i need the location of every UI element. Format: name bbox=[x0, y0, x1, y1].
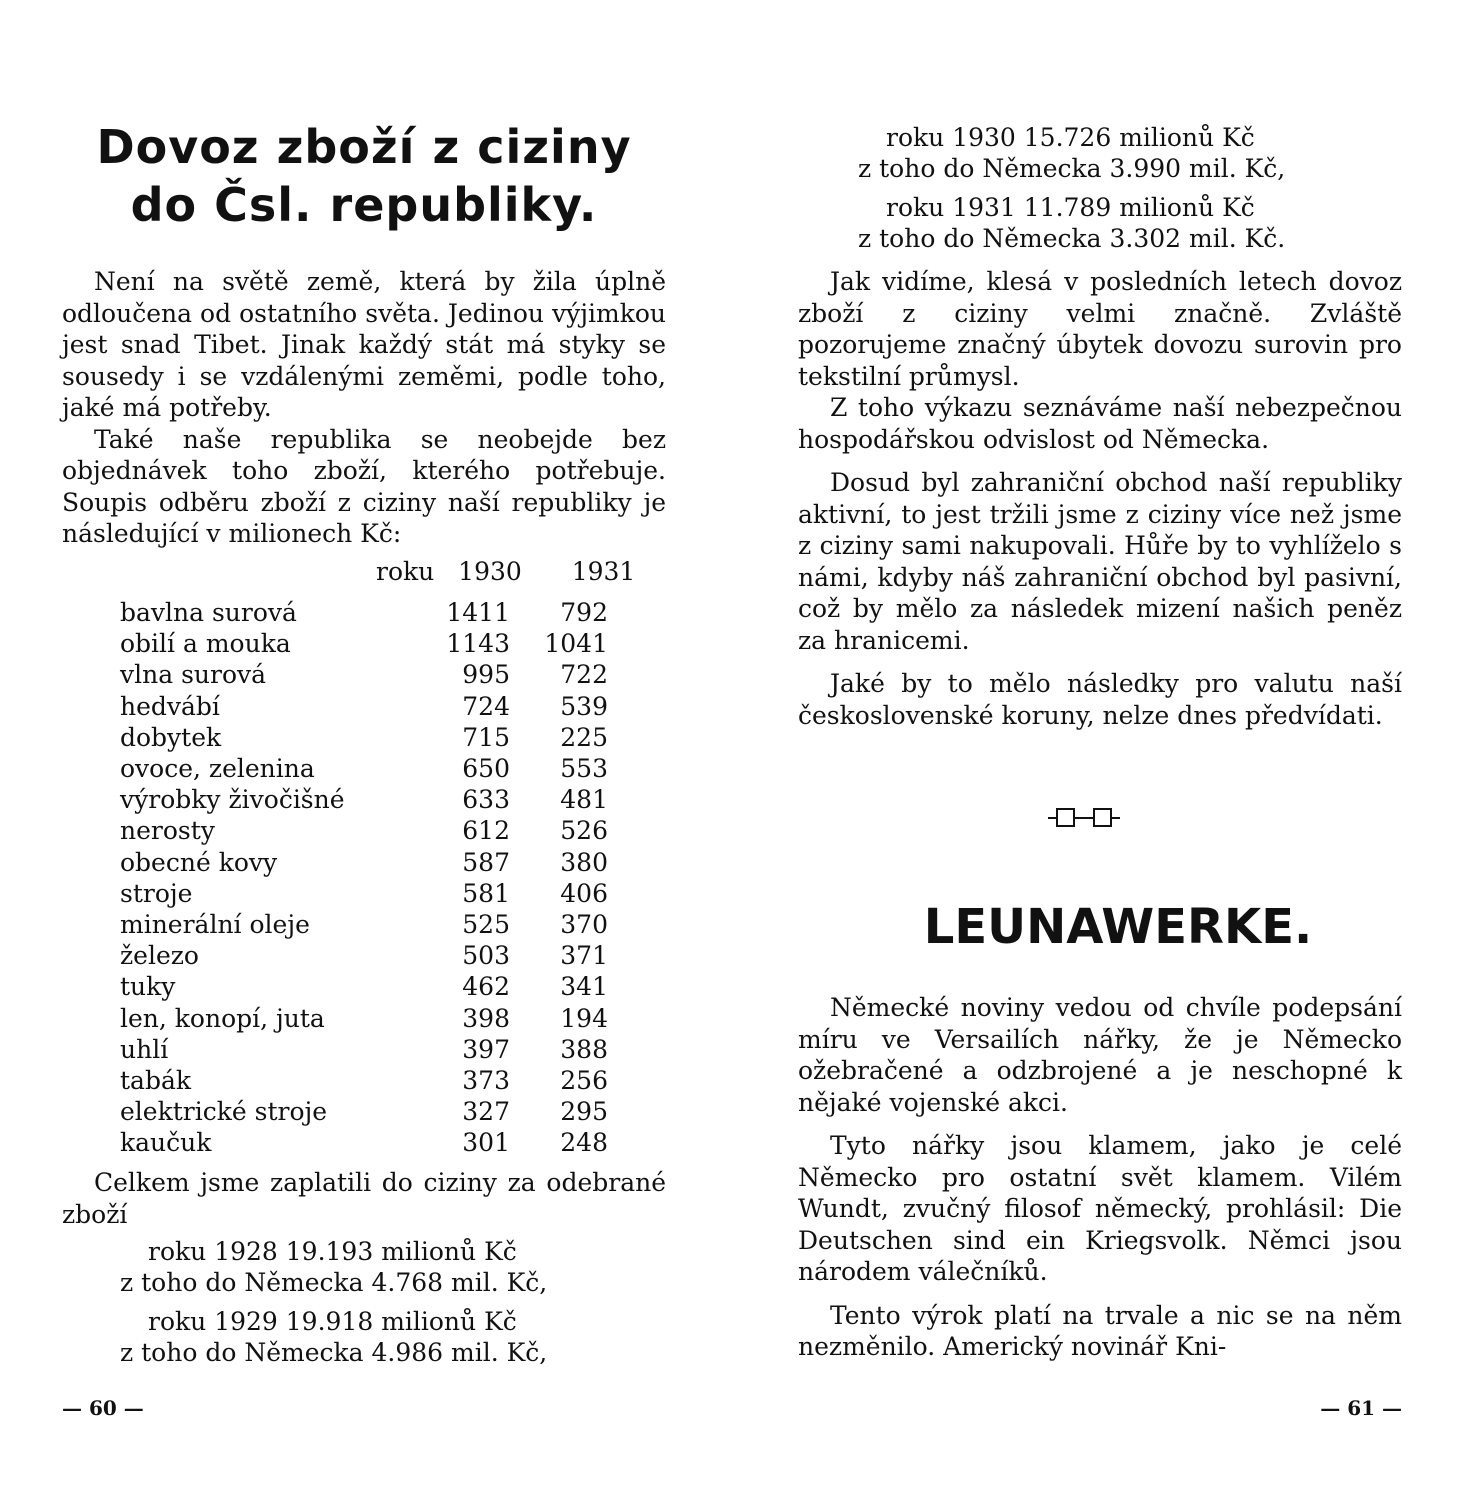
paragraph: Jaké by to mělo následky pro valutu naší československé koruny, nelze dnes předvídati. bbox=[798, 669, 1402, 730]
commodity-name: len, konopí, juta bbox=[120, 1003, 325, 1033]
value-1930: 650 bbox=[462, 754, 510, 784]
commodity-name: obecné kovy bbox=[120, 847, 278, 877]
table-row bbox=[62, 722, 608, 753]
commodity-name: tabák bbox=[120, 1066, 192, 1096]
value-1930: 581 bbox=[462, 878, 510, 908]
value-1931: 295 bbox=[560, 1097, 608, 1127]
table-header bbox=[376, 556, 635, 587]
commodity-name: kaučuk bbox=[120, 1128, 212, 1158]
value-1931: 370 bbox=[560, 910, 608, 940]
ornament-divider-icon bbox=[1048, 806, 1148, 830]
left-page bbox=[62, 0, 666, 1501]
table-row bbox=[62, 909, 608, 940]
paragraph: Z toho výkazu seznáváme naší nebezpečnou hospodářskou odvislost od Německa. bbox=[798, 393, 1402, 454]
page-number: — 61 — bbox=[1320, 1396, 1402, 1420]
value-1930: 612 bbox=[462, 816, 510, 846]
total-line: z toho do Německa 3.990 mil. Kč, bbox=[858, 154, 1286, 183]
value-1931: 526 bbox=[560, 816, 608, 846]
table-row bbox=[62, 1003, 608, 1034]
total-line: roku 1928 19.193 milionů Kč bbox=[148, 1237, 517, 1266]
table-row bbox=[62, 1096, 608, 1127]
commodity-name: železo bbox=[120, 941, 199, 971]
commodity-name: elektrické stroje bbox=[120, 1097, 328, 1127]
value-1931: 225 bbox=[560, 722, 608, 752]
value-1931: 553 bbox=[560, 754, 608, 784]
value-1931: 792 bbox=[560, 598, 608, 627]
table-header-year-1930: 1930 bbox=[458, 557, 522, 586]
table-row bbox=[62, 971, 608, 1002]
intro-text bbox=[62, 266, 666, 550]
goods-table bbox=[62, 597, 608, 1159]
value-1930: 995 bbox=[462, 660, 510, 690]
total-line: roku 1931 11.789 milionů Kč bbox=[886, 193, 1255, 222]
total-line: z toho do Německa 3.302 mil. Kč. bbox=[858, 224, 1286, 253]
commodity-name: ovoce, zelenina bbox=[120, 754, 315, 784]
value-1931: 481 bbox=[560, 785, 608, 815]
value-1930: 1411 bbox=[446, 598, 510, 627]
total-line: roku 1930 15.726 milionů Kč bbox=[886, 123, 1255, 152]
commentary bbox=[798, 266, 1402, 731]
value-1931: 371 bbox=[560, 941, 608, 971]
section-title: LEUNAWERKE. bbox=[923, 899, 1313, 955]
value-1930: 398 bbox=[462, 1003, 510, 1033]
commodity-name: tuky bbox=[120, 972, 176, 1002]
table-row bbox=[62, 628, 608, 659]
table-row bbox=[62, 784, 608, 815]
value-1930: 503 bbox=[462, 941, 510, 971]
table-row bbox=[62, 753, 608, 784]
value-1931: 248 bbox=[560, 1128, 608, 1158]
table-row bbox=[62, 659, 608, 690]
goods-table-body bbox=[62, 597, 608, 1159]
total-line: z toho do Německa 4.986 mil. Kč, bbox=[120, 1338, 548, 1367]
leunawerke-text bbox=[798, 992, 1402, 1363]
paragraph: Jak vidíme, klesá v posledních letech dovoz zboží z ciziny velmi značně. Zvláště pozorujeme značný úbytek dovozu surovin pro tekstilní průmysl. bbox=[798, 267, 1402, 391]
totals-block bbox=[62, 1167, 666, 1368]
total-line: roku 1929 19.918 milionů Kč bbox=[148, 1307, 517, 1336]
import-table bbox=[62, 597, 666, 1159]
right-page bbox=[798, 0, 1402, 1501]
table-row bbox=[62, 940, 608, 971]
commodity-name: minerální oleje bbox=[120, 910, 310, 940]
paragraph: Tento výrok platí na trvale a nic se na něm nezměnilo. Americký novinář Kni- bbox=[798, 1300, 1402, 1361]
table-row bbox=[62, 815, 608, 846]
value-1930: 327 bbox=[462, 1097, 510, 1127]
paragraph: Celkem jsme zaplatili do ciziny za odebrané zboží bbox=[62, 1168, 666, 1229]
paragraph: Není na světě země, která by žila úplně odloučena od ostatního světa. Jedinou výjimkou jest snad Tibet. Jinak každý stát má styky se sousedy i se vzdálenými zeměmi, podle toho, jaké má potřeby. bbox=[62, 267, 666, 422]
title-line-2: do Čsl. republiky. bbox=[130, 178, 598, 232]
table-row bbox=[62, 878, 608, 909]
value-1930: 633 bbox=[462, 785, 510, 815]
value-1930: 1143 bbox=[446, 629, 510, 659]
table-row bbox=[62, 1127, 608, 1158]
commodity-name: bavlna surová bbox=[120, 598, 297, 627]
table-row bbox=[62, 691, 608, 722]
value-1930: 301 bbox=[462, 1128, 510, 1158]
value-1931: 194 bbox=[560, 1003, 608, 1033]
page-title bbox=[62, 118, 666, 234]
commodity-name: obilí a mouka bbox=[120, 629, 291, 659]
totals-continued bbox=[798, 122, 1402, 254]
total-line: z toho do Německa 4.768 mil. Kč, bbox=[120, 1268, 548, 1297]
value-1931: 256 bbox=[560, 1066, 608, 1096]
table-header-year-1931: 1931 bbox=[571, 557, 636, 586]
page-number: — 60 — bbox=[62, 1396, 144, 1420]
value-1930: 373 bbox=[462, 1066, 510, 1096]
value-1931: 388 bbox=[560, 1034, 608, 1064]
value-1930: 715 bbox=[462, 722, 510, 752]
value-1930: 397 bbox=[462, 1034, 510, 1064]
value-1930: 587 bbox=[462, 847, 510, 877]
table-row bbox=[62, 847, 608, 878]
value-1930: 525 bbox=[462, 910, 510, 940]
value-1931: 341 bbox=[560, 972, 608, 1002]
value-1930: 724 bbox=[462, 691, 510, 721]
value-1931: 380 bbox=[560, 847, 608, 877]
table-row bbox=[62, 597, 608, 628]
commodity-name: stroje bbox=[120, 878, 193, 908]
paragraph: Německé noviny vedou od chvíle podepsání míru ve Versailích nářky, že je Německo ožebračené a odzbrojené a je neschopné k nějaké vojenské akci. bbox=[798, 993, 1402, 1117]
commodity-name: dobytek bbox=[120, 722, 222, 752]
value-1930: 462 bbox=[462, 972, 510, 1002]
value-1931: 539 bbox=[560, 691, 608, 721]
paragraph: Dosud byl zahraniční obchod naší republiky aktivní, to jest tržili jsme z ciziny více než jsme z ciziny sami nakupovali. Hůře by to vyhlíželo s námi, kdyby náš zahraniční obchod byl pasivní, což by mělo za následek mizení našich peněz za hranicemi. bbox=[798, 468, 1402, 655]
value-1931: 1041 bbox=[544, 629, 608, 659]
commodity-name: vlna surová bbox=[120, 660, 267, 690]
commodity-name: hedvábí bbox=[120, 691, 220, 721]
commodity-name: výrobky živočišné bbox=[120, 785, 345, 815]
value-1931: 722 bbox=[560, 660, 608, 690]
table-row bbox=[62, 1034, 608, 1065]
table-row bbox=[62, 1065, 608, 1096]
paragraph: Tyto nářky jsou klamem, jako je celé Německo pro ostatní svět klamem. Vilém Wundt, zvučný filosof německý, prohlásil: Die Deutschen sind ein Kriegsvolk. Němci jsou národem válečníků. bbox=[798, 1131, 1402, 1286]
commodity-name: uhlí bbox=[120, 1034, 169, 1064]
commodity-name: nerosty bbox=[120, 816, 215, 846]
table-header-label: roku bbox=[376, 557, 435, 586]
paragraph: Také naše republika se neobejde bez objednávek toho zboží, kterého potřebuje. Soupis odběru zboží z ciziny naší republiky je následující v milionech Kč: bbox=[62, 424, 666, 548]
title-line-1: Dovoz zboží z ciziny bbox=[96, 120, 632, 174]
value-1931: 406 bbox=[560, 878, 608, 908]
